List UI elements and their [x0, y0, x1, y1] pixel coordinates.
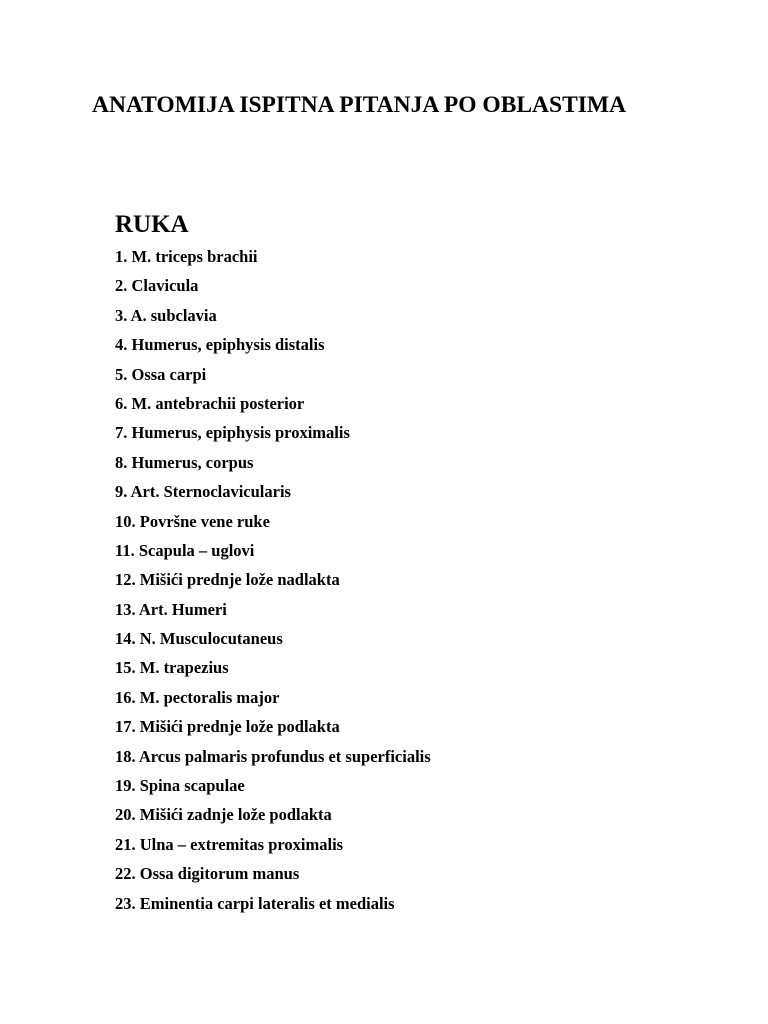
- document-title: ANATOMIJA ISPITNA PITANJA PO OBLASTIMA: [92, 92, 627, 118]
- question-item: 15. M. trapezius: [115, 658, 229, 678]
- section-heading: RUKA: [115, 211, 189, 238]
- question-item: 12. Mišići prednje lože nadlakta: [115, 570, 340, 590]
- question-item: 8. Humerus, corpus: [115, 452, 254, 472]
- section-ruka: [115, 208, 735, 918]
- question-item: 2. Clavicula: [115, 276, 199, 296]
- question-item: 10. Površne vene ruke: [115, 511, 270, 531]
- question-item: 22. Ossa digitorum manus: [115, 864, 300, 884]
- question-item: 1. M. triceps brachii: [115, 247, 258, 266]
- question-item: 13. Art. Humeri: [115, 599, 227, 619]
- question-item: 5. Ossa carpi: [115, 364, 207, 384]
- question-item: 9. Art. Sternoclavicularis: [115, 482, 291, 502]
- question-item: 17. Mišići prednje lože podlakta: [115, 717, 340, 737]
- question-item: 3. A. subclavia: [115, 305, 217, 325]
- question-item: 16. M. pectoralis major: [115, 687, 280, 707]
- question-item: 6. M. antebrachii posterior: [115, 393, 305, 413]
- question-item: 23. Eminentia carpi lateralis et medialis: [115, 893, 395, 913]
- question-item: 14. N. Musculocutaneus: [115, 629, 283, 649]
- question-item: 20. Mišići zadnje lože podlakta: [115, 805, 332, 825]
- question-item: 21. Ulna – extremitas proximalis: [115, 834, 344, 854]
- question-item: 11. Scapula – uglovi: [115, 540, 255, 560]
- question-item: 19. Spina scapulae: [115, 776, 245, 796]
- question-item: 4. Humerus, epiphysis distalis: [115, 335, 325, 355]
- question-list: [115, 242, 735, 918]
- question-item: 18. Arcus palmaris profundus et superficialis: [115, 746, 431, 766]
- question-item: 7. Humerus, epiphysis proximalis: [115, 423, 350, 443]
